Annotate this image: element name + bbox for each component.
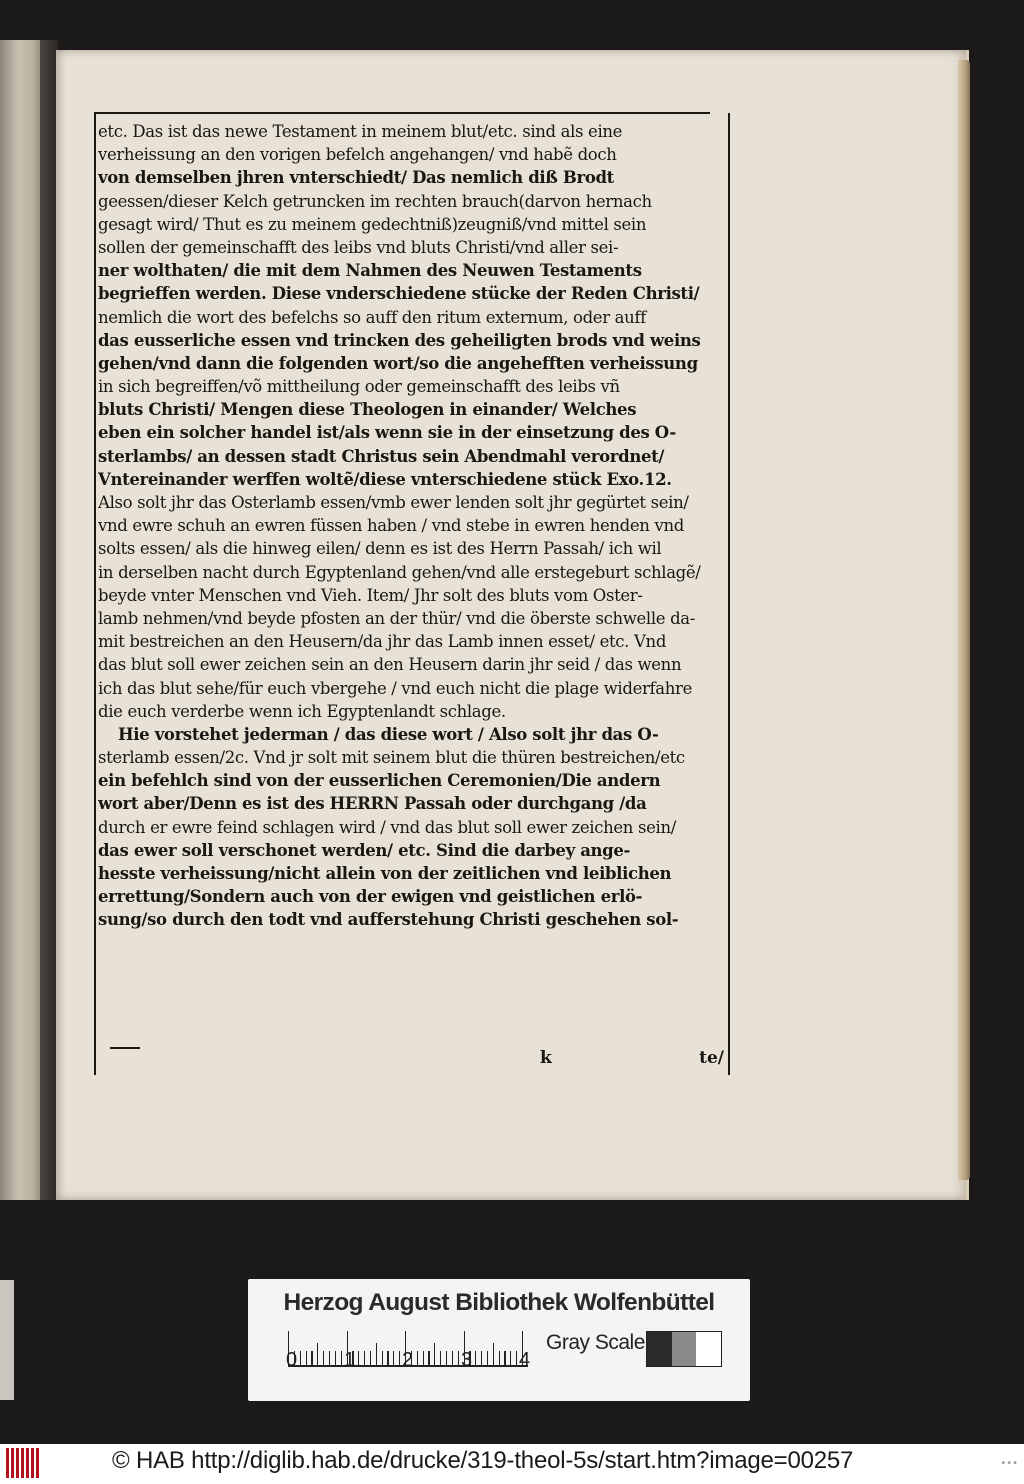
text-line: nemlich die wort des befelchs so auff den ritum externum, oder auff xyxy=(98,307,646,327)
text-line: gehen/vnd dann die folgenden wort/so die angehefften verheissung xyxy=(98,353,698,373)
ruler-tick xyxy=(317,1343,318,1365)
ruler-tick xyxy=(387,1351,388,1365)
text-line: ich das blut sehe/für euch vbergehe / vnd euch nicht die plage widerfahre xyxy=(98,678,692,698)
left-page-edge xyxy=(0,40,40,1200)
ruler-number-3: 3 xyxy=(461,1349,473,1371)
hab-logo-icon xyxy=(6,1448,40,1478)
footer-bar xyxy=(0,1444,1024,1484)
ruler-tick xyxy=(446,1351,447,1365)
text-line: in sich begreiffen/võ mittheilung oder gemeinschafft des leibs vñ xyxy=(98,377,620,397)
text-line: begrieffen werden. Diese vnderschiedene stücke der Reden Christi/ xyxy=(98,284,700,304)
color-target-card xyxy=(248,1279,750,1401)
text-line: hesste verheissung/nicht allein von der zeitlichen vnd leiblichen xyxy=(98,864,672,883)
text-line: durch er ewre feind schlagen wird / vnd das blut soll ewer zeichen sein/ xyxy=(98,817,676,837)
ruler-tick xyxy=(382,1351,383,1365)
ruler-tick xyxy=(306,1351,307,1365)
ruler-tick xyxy=(311,1351,312,1365)
text-line: verheissung an den vorigen befelch angehangen/ vnd habẽ doch xyxy=(98,145,617,165)
text-line: sterlambs/ an dessen stadt Christus sein Abendmahl verordnet/ xyxy=(98,446,665,466)
ruler-tick xyxy=(499,1351,500,1365)
ruler-tick xyxy=(440,1351,441,1365)
ruler-tick xyxy=(428,1351,429,1365)
ruler-tick xyxy=(458,1351,459,1365)
text-line: sung/so durch den todt vnd aufferstehung Christi geschehen sol- xyxy=(98,910,679,930)
text-line: die euch verderbe wenn ich Egyptenlandt schlage. xyxy=(98,701,506,721)
ruler-tick xyxy=(452,1351,453,1365)
text-line: gesagt wird/ Thut es zu meinem gedechtniß)zeugniß/vnd mittel sein xyxy=(98,214,647,234)
ruler-tick xyxy=(300,1351,301,1365)
page-foot xyxy=(540,1048,726,1074)
text-line: vnd ewre schuh an ewren füssen haben / vnd stebe in ewren henden vnd xyxy=(98,516,684,536)
text-line: sterlamb essen/2c. Vnd jr solt mit seinem blut die thüren bestreichen/etc xyxy=(98,748,685,768)
text-line: Vntereinander werffen woltẽ/diese vnterschiedene stück Exo.12. xyxy=(98,469,672,489)
text-line: das eusserliche essen vnd trincken des geheiligten brods vnd weins xyxy=(98,330,701,350)
ruler-tick xyxy=(423,1351,424,1365)
left-page-strip xyxy=(0,1280,14,1400)
gray-scale-patches xyxy=(646,1331,722,1367)
more-dots-icon: ••• xyxy=(1000,1458,1018,1469)
text-line: solts essen/ als die hinweg eilen/ denn es ist des Herrn Passah/ ich wil xyxy=(98,539,662,559)
text-line: das ewer soll verschonet werden/ etc. Sind die darbey ange- xyxy=(98,840,631,860)
gray-scale-label: Gray Scale xyxy=(546,1331,645,1354)
ruler-number-0: 0 xyxy=(286,1349,298,1371)
text-line: ein befehlch sind von der eusserlichen Ceremonien/Die andern xyxy=(98,771,661,791)
ruler-tick xyxy=(475,1351,476,1365)
printed-text-block xyxy=(98,120,724,932)
text-line: sollen der gemeinschafft des leibs vnd bluts Christi/vnd aller sei- xyxy=(98,237,619,257)
text-line: das blut soll ewer zeichen sein an den Heusern darin jhr seid / das wenn xyxy=(98,655,682,675)
text-line: Also solt jhr das Osterlamb essen/vmb ewer lenden solt jhr gegürtet sein/ xyxy=(98,493,689,512)
library-name: Herzog August Bibliothek Wolfenbüttel xyxy=(283,1289,715,1316)
ruler-tick xyxy=(487,1351,488,1365)
text-line: in derselben nacht durch Egyptenland gehen/vnd alle erstegeburt schlagẽ/ xyxy=(98,562,701,582)
ruler-number-2: 2 xyxy=(402,1349,414,1371)
ruler-tick xyxy=(493,1343,494,1365)
text-line: mit bestreichen an den Heusern/da jhr das Lamb innen esset/ etc. Vnd xyxy=(98,632,667,652)
ruler-number-1: 1 xyxy=(344,1349,356,1371)
ruler-tick xyxy=(510,1351,511,1365)
gray-patch-mid xyxy=(672,1332,697,1366)
ruler-tick xyxy=(516,1351,517,1365)
text-line: geessen/dieser Kelch getruncken im rechten brauch(darvon hernach xyxy=(98,191,652,211)
ruler-tick xyxy=(329,1351,330,1365)
text-line: Hie vorstehet jederman / das diese wort / Also solt jhr das O- xyxy=(118,724,659,744)
gray-patch-dark xyxy=(647,1332,672,1366)
ruler-tick xyxy=(335,1351,336,1365)
text-line: ner wolthaten/ die mit dem Nahmen des Neuwen Testaments xyxy=(98,261,642,281)
footer-url-text: © HAB http://diglib.hab.de/drucke/319-theol-5s/start.htm?image=00257 xyxy=(112,1447,854,1474)
ruler-tick xyxy=(434,1343,435,1365)
text-line: bluts Christi/ Mengen diese Theologen in einander/ Welches xyxy=(98,400,637,420)
ruler-tick xyxy=(417,1351,418,1365)
ruler-number-4: 4 xyxy=(519,1349,531,1371)
ruler-tick xyxy=(341,1351,342,1365)
ruler-tick xyxy=(481,1351,482,1365)
text-line: von demselben jhren vnterschiedt/ Das nemlich diß Brodt xyxy=(98,168,614,188)
ruler-tick xyxy=(323,1351,324,1365)
ruler-tick xyxy=(370,1351,371,1365)
text-line: etc. Das ist das newe Testament in meinem blut/etc. sind als eine xyxy=(98,122,623,141)
ruler-tick xyxy=(504,1351,505,1365)
ruler-tick xyxy=(364,1351,365,1365)
text-frame-bottom-rule xyxy=(110,1047,140,1049)
text-line: beyde vnter Menschen vnd Vieh. Item/ Jhr solt des bluts vom Oster- xyxy=(98,585,643,605)
page-fore-edge xyxy=(958,60,970,1180)
text-line: wort aber/Denn es ist des HERRN Passah oder durchgang /da xyxy=(98,794,647,814)
text-line: lamb nehmen/vnd beyde pfosten an der thür/ vnd die öberste schwelle da- xyxy=(98,608,696,628)
text-line: errettung/Sondern auch von der ewigen vnd geistlichen erlö- xyxy=(98,887,643,907)
text-line: eben ein solcher handel ist/als wenn sie in der einsetzung des O- xyxy=(98,423,676,443)
ruler-tick xyxy=(358,1351,359,1365)
ruler-tick xyxy=(393,1351,394,1365)
gray-patch-light xyxy=(696,1332,721,1366)
ruler-tick xyxy=(376,1343,377,1365)
catchword: te/ xyxy=(699,1048,724,1068)
signature-mark: k xyxy=(540,1048,552,1068)
ruler-tick xyxy=(399,1351,400,1365)
